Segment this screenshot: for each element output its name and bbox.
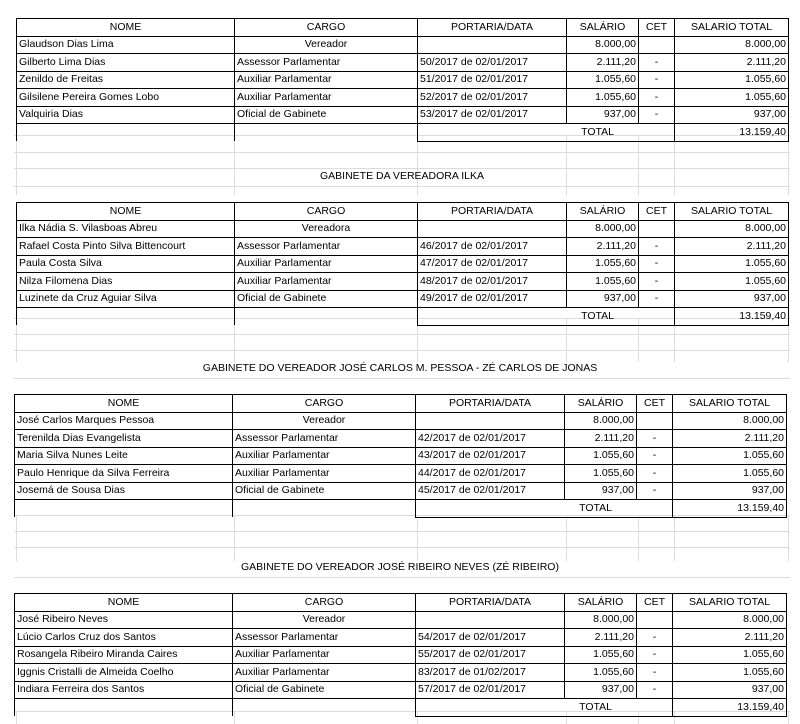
cell-salario-total: 1.055,60 [673, 465, 787, 483]
cell-salario-total: 937,00 [675, 290, 789, 308]
total-label: TOTAL [418, 124, 675, 142]
table-row [15, 646, 787, 664]
cell-portaria [418, 36, 567, 54]
gridline [234, 515, 235, 561]
header-row [15, 395, 787, 413]
cell-salario-total: 1.055,60 [673, 447, 787, 465]
cell-nome: Josemá de Sousa Dias [15, 482, 233, 500]
cell-cargo: Auxiliar Parlamentar [233, 447, 416, 465]
cell-salario-total: 2.111,20 [675, 238, 789, 256]
cell-salario: 8.000,00 [565, 611, 637, 629]
cell-nome: Indiara Ferreira dos Santos [15, 681, 233, 699]
cell-salario: 1.055,60 [567, 255, 639, 273]
table-row [15, 412, 787, 430]
cell-salario: 937,00 [565, 681, 637, 699]
gridline [234, 135, 235, 195]
header-salario-total: SALARIO TOTAL [673, 594, 787, 612]
cell-portaria: 42/2017 de 02/01/2017 [416, 430, 565, 448]
cell-cargo: Vereador [233, 611, 416, 629]
cell-portaria: 52/2017 de 02/01/2017 [418, 89, 567, 107]
cell-cargo: Assessor Parlamentar [233, 629, 416, 647]
cell-empty [15, 500, 233, 518]
cell-salario-total: 1.055,60 [673, 646, 787, 664]
gridline [788, 135, 789, 195]
header-cet: CET [637, 395, 673, 413]
payroll-table [14, 394, 787, 518]
cell-cet: - [639, 255, 675, 273]
cell-portaria: 50/2017 de 02/01/2017 [418, 54, 567, 72]
header-salario-total: SALARIO TOTAL [675, 19, 789, 37]
cell-cargo: Vereador [235, 36, 418, 54]
cell-cargo: Assessor Parlamentar [235, 54, 418, 72]
cell-cargo: Auxiliar Parlamentar [233, 664, 416, 682]
cell-nome: Zenildo de Freitas [17, 71, 235, 89]
cell-salario: 937,00 [567, 290, 639, 308]
cell-portaria: 43/2017 de 02/01/2017 [416, 447, 565, 465]
cell-salario: 2.111,20 [567, 238, 639, 256]
cell-salario: 2.111,20 [565, 430, 637, 448]
cell-cet: - [639, 290, 675, 308]
cell-nome: Valquiria Dias [17, 106, 235, 124]
total-row [15, 699, 787, 717]
header-nome: NOME [15, 594, 233, 612]
cell-nome: Luzinete da Cruz Aguiar Silva [17, 290, 235, 308]
cell-salario: 2.111,20 [567, 54, 639, 72]
header-cet: CET [639, 203, 675, 221]
total-value: 13.159,40 [675, 124, 789, 142]
header-portaria: PORTARIA/DATA [418, 19, 567, 37]
cell-cargo: Auxiliar Parlamentar [235, 71, 418, 89]
section-3 [14, 394, 787, 518]
header-nome: NOME [15, 395, 233, 413]
table-row [15, 681, 787, 699]
cell-salario: 1.055,60 [565, 447, 637, 465]
cell-salario-total: 8.000,00 [675, 220, 789, 238]
header-salario-total: SALARIO TOTAL [673, 395, 787, 413]
total-row [15, 500, 787, 518]
header-cet: CET [639, 19, 675, 37]
section-2 [16, 202, 789, 326]
cell-nome: Iggnis Cristalli de Almeida Coelho [15, 664, 233, 682]
cell-salario-total: 2.111,20 [675, 54, 789, 72]
header-salario-total: SALARIO TOTAL [675, 203, 789, 221]
cell-cet: - [637, 664, 673, 682]
cell-portaria [416, 412, 565, 430]
cell-salario: 1.055,60 [567, 71, 639, 89]
cell-portaria: 53/2017 de 02/01/2017 [418, 106, 567, 124]
gridline [14, 378, 790, 379]
cell-salario-total: 937,00 [675, 106, 789, 124]
cell-cet: - [637, 430, 673, 448]
cell-salario-total: 1.055,60 [675, 273, 789, 291]
table-row [15, 664, 787, 682]
header-portaria: PORTARIA/DATA [416, 594, 565, 612]
gridline [566, 135, 567, 195]
cell-empty [233, 699, 416, 717]
cell-salario-total: 937,00 [673, 681, 787, 699]
header-salario: SALÁRIO [567, 19, 639, 37]
table-row [15, 611, 787, 629]
total-row [17, 308, 789, 326]
cell-salario: 2.111,20 [565, 629, 637, 647]
cell-empty [235, 308, 418, 326]
cell-cargo: Auxiliar Parlamentar [235, 89, 418, 107]
cell-nome: José Ribeiro Neves [15, 611, 233, 629]
cell-nome: Rafael Costa Pinto Silva Bittencourt [17, 238, 235, 256]
cell-portaria: 83/2017 de 01/02/2017 [416, 664, 565, 682]
cell-cargo: Auxiliar Parlamentar [235, 255, 418, 273]
cell-cargo: Oficial de Gabinete [235, 106, 418, 124]
table-row [15, 629, 787, 647]
cell-cargo: Vereador [233, 412, 416, 430]
header-salario: SALÁRIO [567, 203, 639, 221]
cell-portaria: 44/2017 de 02/01/2017 [416, 465, 565, 483]
header-cargo: CARGO [233, 395, 416, 413]
table-row [17, 255, 789, 273]
cell-cet: - [637, 482, 673, 500]
cell-cet: - [637, 465, 673, 483]
cell-portaria [416, 611, 565, 629]
cell-cargo: Oficial de Gabinete [235, 290, 418, 308]
table-row [17, 54, 789, 72]
payroll-table [16, 18, 789, 142]
cell-portaria: 57/2017 de 02/01/2017 [416, 681, 565, 699]
table-row [17, 238, 789, 256]
cell-nome: José Carlos Marques Pessoa [15, 412, 233, 430]
header-row [17, 19, 789, 37]
cell-salario-total: 1.055,60 [675, 255, 789, 273]
table-row [15, 430, 787, 448]
header-salario: SALÁRIO [565, 594, 637, 612]
section-title: GABINETE DO VEREADOR JOSÉ CARLOS M. PESSOA - ZÉ CARLOS DE JONAS [202, 362, 598, 374]
header-row [15, 594, 787, 612]
header-cargo: CARGO [233, 594, 416, 612]
cell-cet [639, 36, 675, 54]
cell-salario-total: 1.055,60 [675, 89, 789, 107]
header-nome: NOME [17, 19, 235, 37]
cell-salario: 1.055,60 [565, 664, 637, 682]
gridline [788, 515, 789, 561]
cell-nome: Terenilda Dias Evangelista [15, 430, 233, 448]
cell-portaria [418, 220, 567, 238]
gridline [417, 515, 418, 561]
table-row [17, 36, 789, 54]
cell-nome: Rosangela Ribeiro Miranda Caires [15, 646, 233, 664]
gridline [417, 135, 418, 195]
cell-cet: - [637, 681, 673, 699]
cell-empty [17, 308, 235, 326]
cell-salario: 1.055,60 [567, 273, 639, 291]
cell-salario-total: 8.000,00 [673, 412, 787, 430]
cell-cargo: Auxiliar Parlamentar [235, 273, 418, 291]
cell-cet: - [637, 447, 673, 465]
section-4 [14, 593, 787, 717]
total-value: 13.159,40 [673, 500, 787, 518]
table-row [15, 465, 787, 483]
cell-portaria: 54/2017 de 02/01/2017 [416, 629, 565, 647]
header-cargo: CARGO [235, 19, 418, 37]
gridline [14, 577, 790, 578]
payroll-table [16, 202, 789, 326]
gridline [674, 135, 675, 195]
cell-nome: Paulo Henrique da Silva Ferreira [15, 465, 233, 483]
cell-portaria: 47/2017 de 02/01/2017 [418, 255, 567, 273]
gridline [16, 135, 17, 195]
gridline [638, 515, 639, 561]
header-salario: SALÁRIO [565, 395, 637, 413]
cell-cet: - [639, 54, 675, 72]
cell-nome: Gilsilene Pereira Gomes Lobo [17, 89, 235, 107]
total-row [17, 124, 789, 142]
total-label: TOTAL [418, 308, 675, 326]
total-label: TOTAL [416, 699, 673, 717]
cell-portaria: 55/2017 de 02/01/2017 [416, 646, 565, 664]
section-title: GABINETE DA VEREADORA ILKA [320, 170, 484, 182]
total-value: 13.159,40 [675, 308, 789, 326]
gridline [16, 515, 17, 561]
cell-empty [235, 124, 418, 142]
cell-cet [639, 220, 675, 238]
cell-portaria: 49/2017 de 02/01/2017 [418, 290, 567, 308]
cell-cet: - [639, 106, 675, 124]
cell-empty [233, 500, 416, 518]
cell-salario-total: 8.000,00 [675, 36, 789, 54]
cell-cet: - [639, 71, 675, 89]
cell-cet [637, 611, 673, 629]
table-row [17, 89, 789, 107]
cell-nome: Gilberto Lima Dias [17, 54, 235, 72]
cell-nome: Paula Costa Silva [17, 255, 235, 273]
header-row [17, 203, 789, 221]
cell-cargo: Auxiliar Parlamentar [233, 465, 416, 483]
cell-cet [637, 412, 673, 430]
cell-cargo: Auxiliar Parlamentar [233, 646, 416, 664]
cell-cargo: Oficial de Gabinete [233, 681, 416, 699]
header-portaria: PORTARIA/DATA [416, 395, 565, 413]
cell-cargo: Vereadora [235, 220, 418, 238]
cell-portaria: 46/2017 de 02/01/2017 [418, 238, 567, 256]
cell-portaria: 51/2017 de 02/01/2017 [418, 71, 567, 89]
total-value: 13.159,40 [673, 699, 787, 717]
header-portaria: PORTARIA/DATA [418, 203, 567, 221]
cell-nome: Glaudson Dias Lima [17, 36, 235, 54]
cell-portaria: 45/2017 de 02/01/2017 [416, 482, 565, 500]
cell-cet: - [639, 238, 675, 256]
cell-cargo: Assessor Parlamentar [233, 430, 416, 448]
cell-nome: Ilka Nádia S. Vilasboas Abreu [17, 220, 235, 238]
cell-salario: 1.055,60 [565, 465, 637, 483]
cell-salario-total: 8.000,00 [673, 611, 787, 629]
cell-salario: 8.000,00 [567, 36, 639, 54]
cell-salario: 937,00 [567, 106, 639, 124]
gridline [638, 135, 639, 195]
table-row [17, 106, 789, 124]
cell-empty [17, 124, 235, 142]
cell-cet: - [639, 89, 675, 107]
cell-cet: - [637, 646, 673, 664]
cell-salario-total: 937,00 [673, 482, 787, 500]
cell-salario: 1.055,60 [567, 89, 639, 107]
cell-salario: 937,00 [565, 482, 637, 500]
total-label: TOTAL [416, 500, 673, 518]
cell-salario: 1.055,60 [565, 646, 637, 664]
header-nome: NOME [17, 203, 235, 221]
payroll-table [14, 593, 787, 717]
gridline [566, 515, 567, 561]
section-1 [16, 18, 789, 142]
cell-salario: 8.000,00 [567, 220, 639, 238]
cell-salario: 8.000,00 [565, 412, 637, 430]
section-title: GABINETE DO VEREADOR JOSÉ RIBEIRO NEVES (ZÉ RIBEIRO) [241, 561, 559, 573]
table-row [15, 482, 787, 500]
cell-cet: - [637, 629, 673, 647]
cell-salario-total: 1.055,60 [673, 664, 787, 682]
header-cet: CET [637, 594, 673, 612]
cell-nome: Maria Silva Nunes Leite [15, 447, 233, 465]
table-row [15, 447, 787, 465]
cell-cargo: Assessor Parlamentar [235, 238, 418, 256]
gridline [788, 711, 789, 724]
cell-nome: Nilza Filomena Dias [17, 273, 235, 291]
cell-nome: Lúcio Carlos Cruz dos Santos [15, 629, 233, 647]
header-cargo: CARGO [235, 203, 418, 221]
cell-salario-total: 1.055,60 [675, 71, 789, 89]
cell-salario-total: 2.111,20 [673, 430, 787, 448]
cell-cet: - [639, 273, 675, 291]
cell-salario-total: 2.111,20 [673, 629, 787, 647]
cell-empty [15, 699, 233, 717]
table-row [17, 71, 789, 89]
table-row [17, 220, 789, 238]
cell-cargo: Oficial de Gabinete [233, 482, 416, 500]
gridline [674, 515, 675, 561]
table-row [17, 290, 789, 308]
table-row [17, 273, 789, 291]
cell-portaria: 48/2017 de 02/01/2017 [418, 273, 567, 291]
